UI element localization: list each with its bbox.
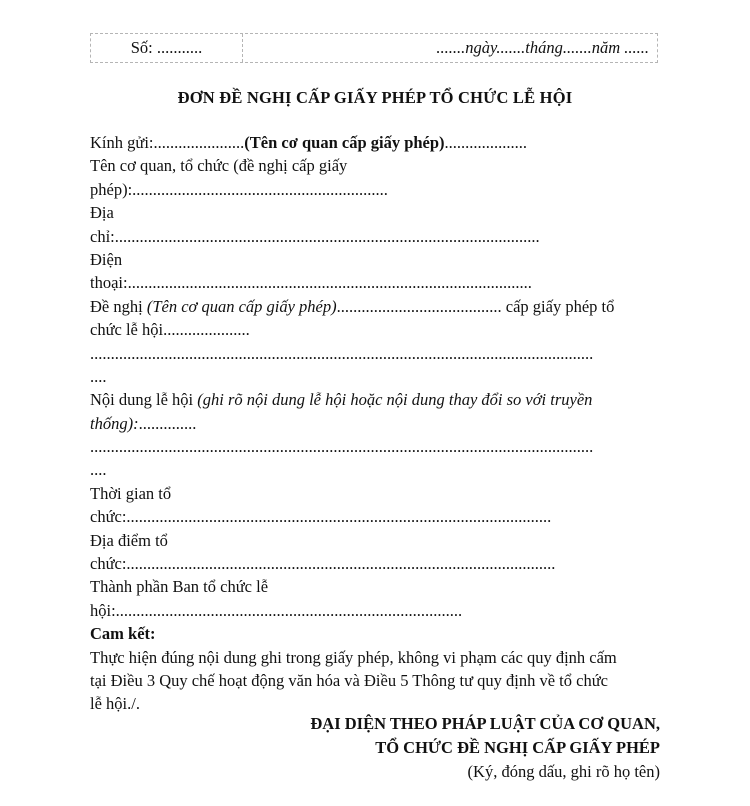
thoi-gian-line-1: Thời gian tổ bbox=[90, 483, 172, 503]
signature-title-line-2: TỔ CHỨC ĐỀ NGHỊ CẤP GIẤY PHÉP bbox=[375, 738, 660, 757]
to-chuc-le-hoi-line: chức lễ hội..................... bbox=[90, 320, 250, 340]
dots-line-2a: .......................................................................................................................... bbox=[90, 437, 594, 457]
dien-thoai-line-2: thoại:.................................................................................................. bbox=[90, 273, 532, 293]
kinh-gui-dots: .................... bbox=[444, 133, 528, 152]
noi-dung-line-1 bbox=[90, 388, 660, 411]
kinh-gui-recipient: (Tên cơ quan cấp giấy phép) bbox=[244, 133, 445, 152]
dots-line-1a: .......................................................................................................................... bbox=[90, 343, 594, 363]
thoi-gian-line-2: chức:....................................................................................................... bbox=[90, 507, 552, 527]
cam-ket-label: Cam kết: bbox=[90, 624, 156, 644]
form-body bbox=[90, 131, 660, 716]
de-nghi-authority: (Tên cơ quan cấp giấy phép) bbox=[146, 296, 337, 316]
dots-line-1b: .... bbox=[90, 366, 107, 386]
ten-co-quan-line-1: Tên cơ quan, tổ chức (đề nghị cấp giấy bbox=[90, 156, 348, 176]
noi-dung-dots: .............. bbox=[138, 413, 197, 433]
ten-co-quan-line-2: phép):.............................................................. bbox=[90, 179, 388, 199]
kinh-gui-label: Kính gửi:...................... bbox=[90, 133, 245, 152]
dien-thoai-line-1: Điện bbox=[90, 249, 123, 269]
dia-diem-line-2: chức:........................................................................................................ bbox=[90, 554, 556, 574]
noi-dung-line-2 bbox=[90, 412, 660, 435]
cam-ket-line-3: lễ hội./. bbox=[90, 694, 140, 714]
signature-title-line-1: ĐẠI DIỆN THEO PHÁP LUẬT CỦA CƠ QUAN, bbox=[310, 714, 660, 733]
document-title: ĐƠN ĐỀ NGHỊ CẤP GIẤY PHÉP TỔ CHỨC LỄ HỘI bbox=[177, 88, 573, 107]
dia-chi-line-2: chỉ:....................................................................................................... bbox=[90, 226, 540, 246]
noi-dung-label: Nội dung lễ hội bbox=[90, 390, 198, 410]
header-table bbox=[90, 33, 658, 63]
noi-dung-note: (ghi rõ nội dung lễ hội hoặc nội dung thay đổi so với truyền bbox=[197, 390, 593, 410]
document-number: Số: ........... bbox=[91, 34, 243, 62]
thanh-phan-line-2: hội:.................................................................................... bbox=[90, 600, 463, 620]
noi-dung-note-end: thống): bbox=[90, 413, 139, 433]
kinh-gui-line bbox=[90, 131, 660, 154]
document-date: .......ngày.......tháng.......năm ...... bbox=[436, 38, 649, 57]
dia-chi-line-1: Địa bbox=[90, 203, 114, 223]
thanh-phan-line-1: Thành phần Ban tổ chức lễ bbox=[90, 577, 269, 597]
de-nghi-dots: ........................................ cấp giấy phép tổ bbox=[336, 296, 615, 316]
cam-ket-line-1: Thực hiện đúng nội dung ghi trong giấy phép, không vi phạm các quy định cấm bbox=[90, 647, 617, 667]
cam-ket-line-2: tại Điều 3 Quy chế hoạt động văn hóa và Điều 5 Thông tư quy định về tổ chức bbox=[90, 670, 608, 690]
signature-instruction: (Ký, đóng dấu, ghi rõ họ tên) bbox=[467, 762, 660, 781]
de-nghi-label: Đề nghị bbox=[90, 296, 147, 316]
dia-diem-line-1: Địa điểm tổ bbox=[90, 530, 168, 550]
dots-line-2b: .... bbox=[90, 460, 107, 480]
de-nghi-line bbox=[90, 295, 660, 318]
